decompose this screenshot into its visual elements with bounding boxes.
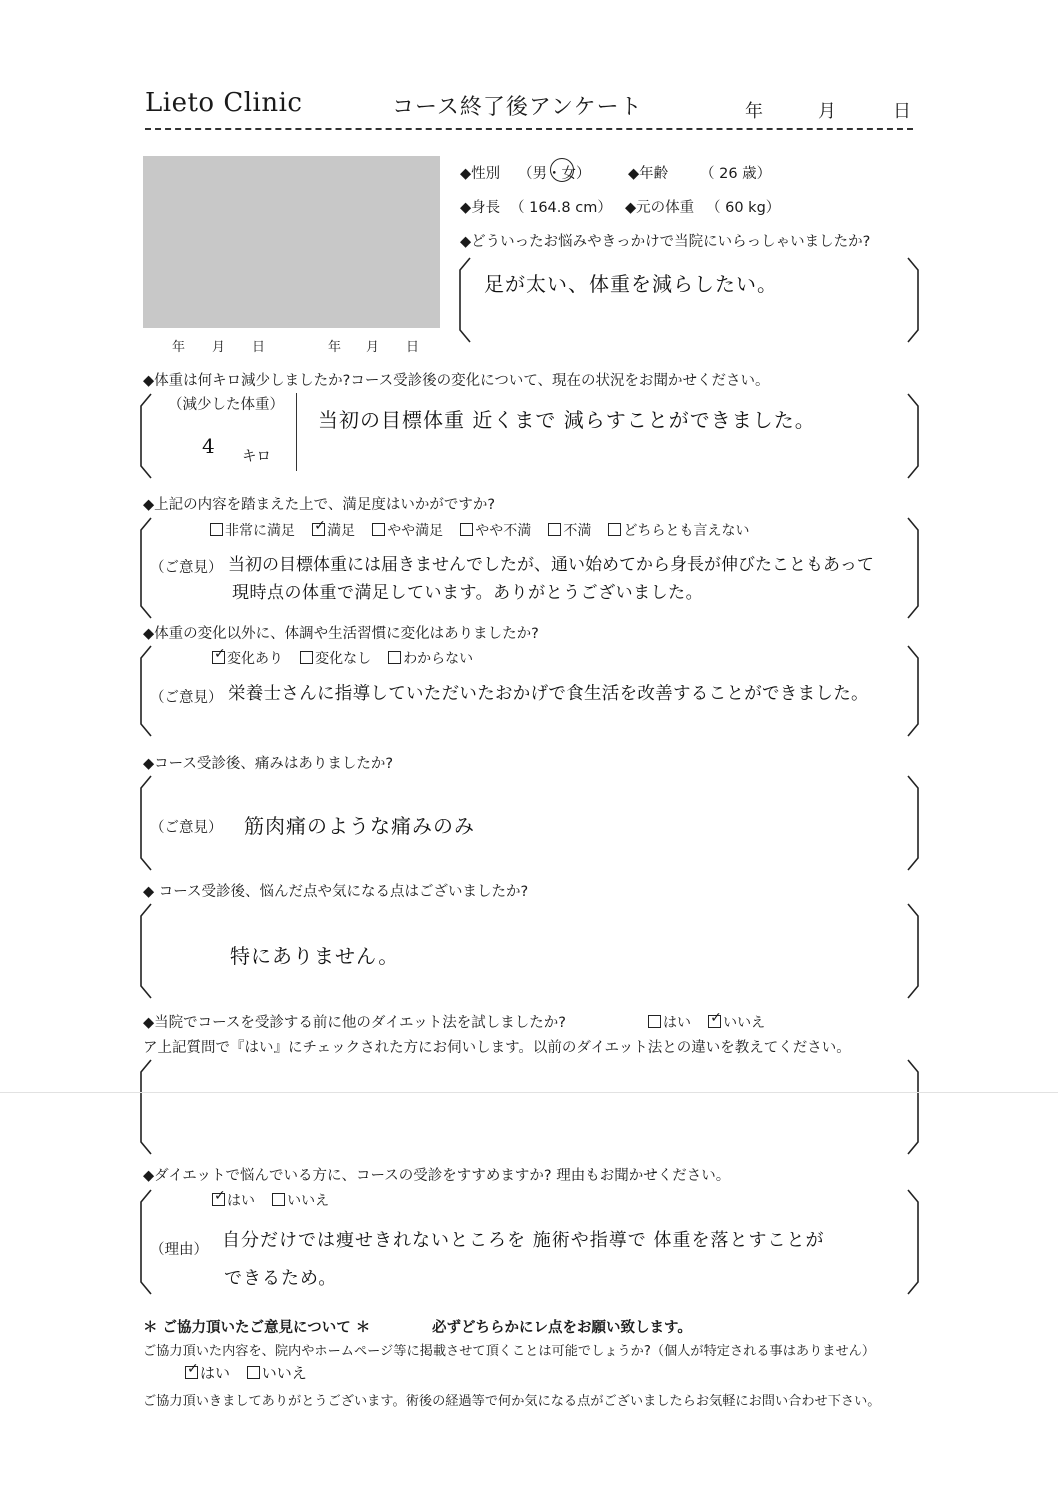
q3-opinion-label: （ご意見） xyxy=(150,560,223,576)
q2-divider xyxy=(296,393,297,471)
checkbox-checked[interactable] xyxy=(212,651,225,664)
q3-option-satisfied[interactable]: ✓ 満足 xyxy=(312,523,355,539)
q4-bracket-right xyxy=(904,644,924,740)
checkbox-checked[interactable] xyxy=(212,1193,225,1206)
q8-option-yes[interactable]: ✓はい xyxy=(212,1193,255,1209)
photo-placeholder xyxy=(143,156,440,328)
checkbox[interactable] xyxy=(460,523,473,536)
checkbox[interactable] xyxy=(548,523,561,536)
checkbox[interactable] xyxy=(272,1193,285,1206)
q7-options xyxy=(648,1012,777,1032)
checkbox-checked[interactable] xyxy=(185,1366,198,1379)
scan-fold-line xyxy=(0,1092,1058,1093)
q4-option-no-change[interactable]: 変化なし xyxy=(300,651,371,667)
q3-options xyxy=(210,520,761,540)
q3-option-very-satisfied[interactable]: 非常に満足 xyxy=(210,523,295,539)
reduced-weight-unit: キロ xyxy=(242,449,271,465)
q1-question: ◆どういったお悩みやきっかけで当院にいらっしゃいましたか? xyxy=(460,234,871,250)
q3-answer-line2[interactable]: 現時点の体重で満足しています。ありがとうございました。 xyxy=(232,583,704,603)
q1-bracket-right xyxy=(904,256,924,346)
date-year-label: 年 xyxy=(745,101,763,122)
q8-options xyxy=(212,1190,341,1210)
checkbox[interactable] xyxy=(210,523,223,536)
q4-option-changed[interactable]: ✓変化あり xyxy=(212,651,283,667)
photo-date-1-day: 日 xyxy=(252,340,266,355)
q8-answer-line1[interactable]: 自分だけでは痩せきれないところを 施術や指導で 体重を落とすことが xyxy=(222,1230,825,1251)
checkbox-checked[interactable] xyxy=(312,523,325,536)
q6-bracket-left xyxy=(137,902,157,1002)
weight-label: ◆元の体重 xyxy=(625,200,695,216)
checkbox[interactable] xyxy=(247,1366,260,1379)
checkbox[interactable] xyxy=(300,651,313,664)
q3-bracket-right xyxy=(904,516,924,624)
date-month-label: 月 xyxy=(818,101,836,122)
q3-option-somewhat-dissatisfied[interactable]: やや不満 xyxy=(460,523,531,539)
q5-opinion-label: （ご意見） xyxy=(150,820,223,836)
q5-bracket-right xyxy=(904,774,924,874)
q8-answer-line2[interactable]: できるため。 xyxy=(224,1268,338,1289)
q4-options xyxy=(212,648,485,668)
photo-date-2-day: 日 xyxy=(406,340,420,355)
q3-option-dissatisfied[interactable]: 不満 xyxy=(548,523,591,539)
header-dashed-rule xyxy=(145,128,913,130)
q6-question: ◆ コース受診後、悩んだ点や気になる点はございましたか? xyxy=(143,884,529,900)
q2-question: ◆体重は何キロ減少しましたか?コース受診後の変化について、現在の状況をお聞かせください。 xyxy=(143,373,770,389)
form-title: コース終了後アンケート xyxy=(392,95,643,120)
q1-bracket-left xyxy=(456,256,476,346)
clinic-name: Lieto Clinic xyxy=(145,88,303,118)
reduced-weight-value[interactable]: 4 xyxy=(202,434,216,458)
photo-date-2-month: 月 xyxy=(366,340,380,355)
q1-answer[interactable]: 足が太い、体重を減らしたい。 xyxy=(484,272,778,296)
photo-date-1-year: 年 xyxy=(172,340,186,355)
q2-bracket-right xyxy=(904,392,924,482)
footer-options xyxy=(185,1362,319,1383)
q7-subquestion: ア上記質問で『はい』にチェックされた方にお伺いします。以前のダイエット法との違いを教えてください。 xyxy=(143,1040,851,1056)
q2-answer[interactable]: 当初の目標体重 近くまで 減らすことができました。 xyxy=(318,408,816,432)
q7-bracket-left xyxy=(137,1058,157,1158)
q3-option-neither[interactable]: どちらとも言えない xyxy=(608,523,749,539)
footer-option-yes[interactable]: ✓はい xyxy=(185,1364,230,1382)
q3-answer-line1[interactable]: 当初の目標体重には届きませんでしたが、通い始めてから身長が伸びたこともあって xyxy=(228,555,874,575)
q7-bracket-right xyxy=(904,1058,924,1158)
q7-option-no[interactable]: ✓ いいえ xyxy=(708,1015,765,1031)
checkbox[interactable] xyxy=(648,1015,661,1028)
weight-value[interactable]: （ 60 kg） xyxy=(706,200,781,216)
sex-value[interactable]: （男・女） xyxy=(518,166,591,182)
sex-label: ◆性別 xyxy=(460,166,501,182)
q8-bracket-right xyxy=(904,1188,924,1300)
footer-option-no[interactable]: いいえ xyxy=(247,1364,307,1382)
q3-question: ◆上記の内容を踏まえた上で、満足度はいかがですか? xyxy=(143,497,496,513)
footer-thanks: ご協力頂いきましてありがとうございます。術後の経過等で何か気になる点がございましたらお気軽にお問い合わせ下さい。 xyxy=(143,1394,881,1409)
checkbox[interactable] xyxy=(372,523,385,536)
q7-option-yes[interactable]: はい xyxy=(648,1015,691,1031)
q8-reason-label: （理由） xyxy=(150,1242,208,1258)
checkbox[interactable] xyxy=(608,523,621,536)
height-value[interactable]: （ 164.8 cm） xyxy=(510,200,612,216)
footer-heading-left: ＊ ご協力頂いたご意見について ＊ xyxy=(143,1320,371,1336)
age-value[interactable]: （ 26 歳） xyxy=(700,166,772,182)
q7-question: ◆当院でコースを受診する前に他のダイエット法を試しましたか? xyxy=(143,1015,566,1031)
q3-option-somewhat-satisfied[interactable]: やや満足 xyxy=(372,523,443,539)
reduced-weight-label: （減少した体重） xyxy=(168,397,284,413)
date-day-label: 日 xyxy=(893,101,911,122)
footer-permission-question: ご協力頂いた内容を、院内やホームページ等に掲載させて頂くことは可能でしょうか?（個人が特定される事はありません） xyxy=(143,1344,876,1359)
q4-question: ◆体重の変化以外に、体調や生活習慣に変化はありましたか? xyxy=(143,626,539,642)
q5-answer[interactable]: 筋肉痛のような痛みのみ xyxy=(244,814,475,838)
checkbox-checked[interactable] xyxy=(708,1015,721,1028)
q4-opinion-label: （ご意見） xyxy=(150,690,223,706)
q6-bracket-right xyxy=(904,902,924,1002)
q8-question: ◆ダイエットで悩んでいる方に、コースの受診をすすめますか? 理由もお聞かせください。 xyxy=(143,1168,731,1184)
photo-date-2-year: 年 xyxy=(328,340,342,355)
photo-date-1-month: 月 xyxy=(212,340,226,355)
height-label: ◆身長 xyxy=(460,200,501,216)
footer-heading-right: 必ずどちらかにレ点をお願い致します。 xyxy=(432,1320,692,1336)
q4-option-unknown[interactable]: わからない xyxy=(388,651,473,667)
age-label: ◆年齢 xyxy=(628,166,669,182)
q4-answer[interactable]: 栄養士さんに指導していただいたおかげで食生活を改善することができました。 xyxy=(228,684,869,704)
q5-question: ◆コース受診後、痛みはありましたか? xyxy=(143,756,394,772)
checkbox[interactable] xyxy=(388,651,401,664)
q8-option-no[interactable]: いいえ xyxy=(272,1193,329,1209)
q2-bracket-left xyxy=(137,392,157,482)
sex-circle-mark xyxy=(550,158,574,182)
q6-answer[interactable]: 特にありません。 xyxy=(230,944,400,968)
